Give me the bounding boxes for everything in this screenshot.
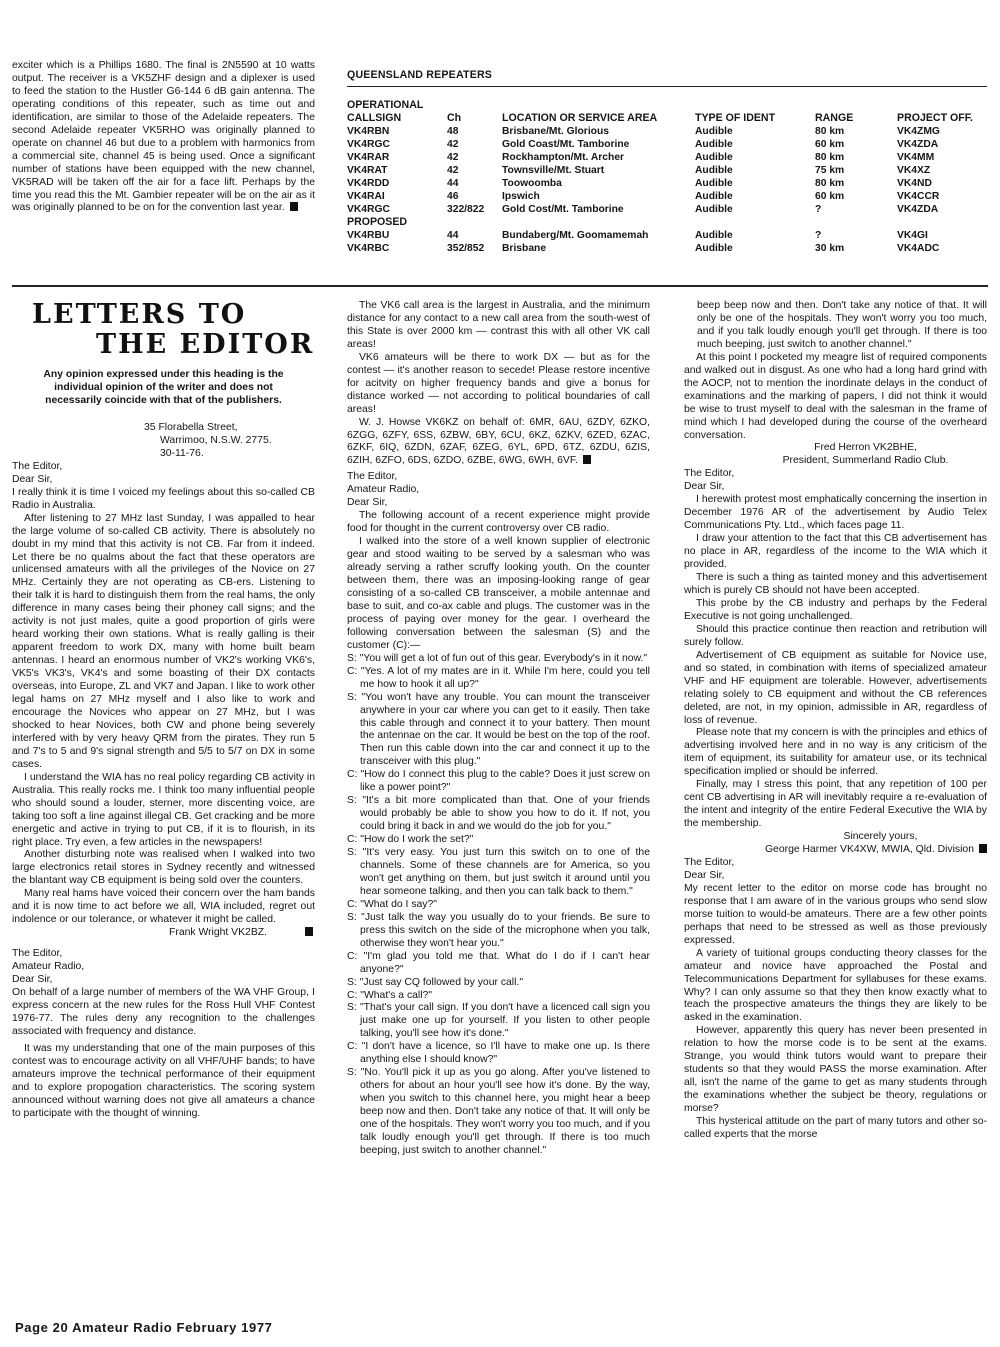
letter2-salutation-2: Amateur Radio, (12, 961, 85, 973)
repeater-cell: 60 km (815, 139, 845, 151)
dialogue-line-start: S: "No. You'll pick it up as you go along. After you've listened to others for about an hour you'll see how it's done. By the way, when you switch to this channel here, you might hear a beep beep now and then. Don't take any notice of that. It will only be one of the hospitals. They won't worry you too much, and if you talk loudly enough you'll get through. If there is too much beeping, just switch to another channel." (347, 1067, 651, 1156)
letter3-paragraph: I walked into the store of a well known supplier of electronic gear and stood waiting to be served by a salesman who was already serving a rather scruffy looking youth. On the counter between them, there was an imposing-looking range of gear consisting of a so-called CB transceiver, a mobile antennae and base to suit, and co-ax cable and plugs. The customer was in the process of paying over money for the gear. I overheard the following conversation between the salesman (S) and the customer (C):— (347, 536, 650, 651)
dialogue-line: beep beep now and then. Don't take any notice of that. It will only be one of the hospitals. They won't worry you too much, and if you talk loudly enough you'll get through. If there is too much beeping, just switch to another channel." (697, 300, 987, 350)
repeater-row (347, 138, 987, 151)
repeater-row (347, 151, 987, 164)
repeater-cell: VK4RAI (347, 191, 385, 203)
repeater-cell: 46 (447, 191, 459, 203)
letter1-paragraph: Many real hams have voiced their concern over the ham bands and it is now time to act before we all, WIA included, regret out indolence or our tolerance, or whatever it might be called. (12, 888, 315, 926)
repeater-cell: 44 (447, 230, 459, 242)
repeater-cell: Audible (695, 230, 733, 242)
letter2-paragraph: The VK6 call area is the largest in Australia, and the minimum distance for any contact to a new call area from the south-west of this State is over 2000 km — contrast this with all other VK call areas! (347, 300, 650, 350)
column-header: PROJECT OFF. (897, 112, 973, 125)
column-header: RANGE (815, 112, 854, 125)
repeater-cell: VK4CCR (897, 191, 940, 203)
letter3-signature-1: Fred Herron VK2BHE, (814, 442, 917, 454)
repeater-cell: 60 km (815, 191, 845, 203)
queensland-repeaters-box (347, 69, 987, 269)
repeater-row (347, 164, 987, 177)
repeater-row (347, 229, 987, 242)
letter1-salutation-2: Dear Sir, (12, 473, 53, 485)
repeater-cell: 352/852 (447, 243, 485, 255)
repeater-cell: Townsville/Mt. Stuart (502, 165, 605, 177)
letter5-paragraph: A variety of tuitional groups conducting theory classes for the amateur and novice have approached the Postal and Telecommunications Department for syllabuses for these exams. Why? I can only assume so that they then know exactly what to teach the prospective amateurs the things they are likely to be asked in the examination. (684, 947, 987, 1024)
letter1-paragraph: After listening to 27 MHz last Sunday, I was appalled to hear the large volume of so-called CB activity. There is absolutely no doubt in my mind that this activity is not CB. Far from it indeed. Let there be no qualms about the fact that these operators are unlicensed amateurs with all the privileges of the Novice on 27 MHz. Certainly they are not operating as CB-ers. Listening to their talk it is hard to distinguish them from the real hams, the only difference in many cases being their phoney call signs; and the activity is not just males, quite a good proportion of girls were heard working their own stations. What is really galling is their apparent freedom to work DX, many with home built beam antennas. I heard an enormous number of VK2's working VK6's, VK5's VK3's, VK4's and some boasting of their DX contacts overseas, into Europe, ZL and VK7 and Japan. I like to work other legal hams on 27 MHz myself and I also like to work and encourage the Novices who appear on 27 MHz, but I was shocked to hear Novices, both CW and phone being severely interfered with by very heavy QRM from the pirates. They run 5 and 7's to 5 and 9's signal strength and 5/5 to 5/7 on DX in some cases. (12, 512, 315, 770)
repeater-cell: VK4RBU (347, 230, 390, 242)
repeater-cell: VK4GI (897, 230, 928, 242)
dialogue-line: C: "What do I say?" (347, 898, 437, 910)
repeater-cell: Audible (695, 152, 733, 164)
letter3-paragraph: The following account of a recent experience might provide food for thought in the current controversy over CB radio. (347, 510, 650, 535)
letter4-paragraph: I draw your attention to the fact that this CB advertisement has no place in AR, regardless of the income to the WIA which it provided. (684, 533, 987, 571)
repeater-cell: VK4ND (897, 178, 932, 190)
repeater-cell: 322/822 (447, 204, 485, 216)
repeater-cell: Audible (695, 191, 733, 203)
repeater-cell: 80 km (815, 126, 845, 138)
repeater-cell: Gold Cost/Mt. Tamborine (502, 204, 624, 216)
letter1-paragraph: I understand the WIA has no real policy regarding CB activity in Australia. This really rocks me. I think too many influential people who should sound a louder, sterner, more discenting voice, are taking too soft a line against illegal CB. Get cracking and be more energetic and active in trying to put CB, if it is to flourish, in its right place. Try even, a few articles in the newspapers! (12, 771, 315, 848)
repeater-cell: ? (815, 230, 822, 242)
letter5-paragraph: However, apparently this query has never been presented in relation to how the morse code is to be sent at the exams. Strange, you would think tutors would want to prepare their students so that they would PASS the morse examination. After all, isn't the name of the game to get as many students through the examinations whether the subject be theory, regulations or morse? (684, 1025, 987, 1115)
letters-column-1 (12, 300, 315, 1310)
repeater-cell: 42 (447, 139, 459, 151)
repeater-cell: VK4ZDA (897, 204, 939, 216)
repeater-cell: VK4RDD (347, 178, 390, 190)
repeater-cell: VK4ADC (897, 243, 940, 255)
repeater-cell: 75 km (815, 165, 845, 177)
letter4-salutation-2: Dear Sir, (684, 481, 725, 493)
page-footer: Page 20 Amateur Radio February 1977 (15, 1320, 273, 1335)
heading-line-2: THE EDITOR (96, 329, 315, 360)
letter4-paragraph: This probe by the CB industry and perhaps by the Federal Executive is not going unchallenged. (684, 597, 987, 622)
dialogue-line: S: "You will get a lot of fun out of this gear. Everybody's in it now." (347, 652, 648, 664)
column-header: CALLSIGN (347, 112, 402, 125)
end-mark (305, 927, 313, 936)
dialogue-line: S: "That's your call sign. If you don't have a licenced call sign you just make one up for yourself. If you listen to other people talking, you'll see how it's done." (347, 1002, 650, 1040)
top-left-column (12, 60, 315, 215)
column-header: Ch (447, 112, 462, 125)
letter4-paragraph: Please note that my concern is with the principles and ethics of advertising involved here and in no way is any criticism of the item of equipment, its suitability for amateur use, or its technical specification implied or should be inferred. (684, 727, 987, 778)
letter2-paragraph: It was my understanding that one of the main purposes of this contest was to encourage activity on all VHF/UHF bands; to have amateurs improve the technical performance of their equipment and to explore propogation characteristics. The scoring system announced without warning does not give all amateurs a chance to participate with the thought of winning. (12, 1042, 315, 1119)
letters-column-3 (684, 300, 987, 1310)
repeater-cell: Brisbane/Mt. Glorious (502, 126, 609, 138)
dialogue-line: C: "How do I work the set?" (347, 834, 474, 846)
dialogue-line: C: "I don't have a licence, so I'll have to make one up. Is there anything else I should know?" (347, 1041, 650, 1066)
dialogue-line: S: "It's a bit more complicated than that. One of your friends would probably be able to show you how to do it. If not, you could bring it back in and we would do the job for you." (347, 795, 650, 833)
dialogue-line: C: "How do I connect this plug to the cable? Does it just screw on like a power point?" (347, 769, 650, 794)
repeater-cell: ? (815, 204, 822, 216)
repeater-cell: VK4RGC (347, 139, 390, 151)
letter2-signatories: W. J. Howse VK6KZ on behalf of: 6MR, 6AU, 6ZDY, 6ZKO, 6ZGG, 6ZFY, 6SS, 6ZBW, 6BY, 6CU, 6KZ, 6ZKV, 6ZED, 6ZAC, 6ZKF, 6IQ, 6ZDN, 6ZAF, 6ZEG, 6YL, 6PD, 6TZ, 6ZDU, 6ZIS, 6ZIH, 6ZFO, 6DS, 6ZDO, 6ZBE, 6WG, 6WH, 6VF. (347, 416, 650, 467)
repeater-cell: VK4XZ (897, 165, 931, 177)
repeater-cell: VK4MM (897, 152, 935, 164)
repeaters-header-row (347, 112, 987, 125)
letter2-paragraph: VK6 amateurs will be there to work DX — but as for the contest — it's another reason to secede! Please restore incentive for acitvity on higher frequency bands and give a bonus for distance worked — not according to political boundaries of call areas! (347, 351, 650, 415)
letter1-signature: Frank Wright VK2BZ. (169, 927, 267, 939)
repeater-cell: Audible (695, 178, 733, 190)
letter4-salutation-1: The Editor, (684, 468, 735, 480)
repeater-cell: Audible (695, 126, 733, 138)
repeater-cell: VK4RGC (347, 204, 390, 216)
dialogue-line: S: "It's very easy. You just turn this switch on to one of the channels. Some of these channels are for America, so you won't get anything on them, but just switch it around until you hear someone talking, and then you can talk back to them." (347, 847, 650, 897)
dialogue-line: S: "Just talk the way you usually do to your friends. Be sure to press this switch on the side of the microphone when you talk, otherwise they won't hear you." (347, 911, 650, 949)
repeater-row (347, 242, 987, 255)
letter5-paragraph: This hysterical attitude on the part of many tutors and other so-called experts that the morse (684, 1116, 987, 1140)
repeater-cell: VK4ZMG (897, 126, 940, 138)
letter5-paragraph: My recent letter to the editor on morse code has brought no response that I am aware of in the various groups who send slow morse tuition to would-be amateurs. There are a few other points perhaps that need to be stressed as well as those previously expressed. (684, 882, 987, 946)
repeater-cell: 42 (447, 152, 459, 164)
repeaters-rule (347, 86, 987, 88)
letter1-address-2: Warrimoo, N.S.W. 2775. (160, 434, 272, 446)
dialogue-line: S: "Just say CQ followed by your call." (347, 976, 524, 988)
letter1-salutation-1: The Editor, (12, 460, 63, 472)
repeater-cell: Toowoomba (502, 178, 562, 190)
letter2-salutation-1: The Editor, (12, 948, 63, 960)
repeater-cell: 80 km (815, 152, 845, 164)
dialogue-line: S: "You won't have any trouble. You can mount the transceiver anywhere in your car where you can get to it easily. Then take this cable through and connect it to your battery. Then mount the antennae on the car. It would be best on the top of the roof. Then run this cable down into the car and connect it up to the transceiver with this plug." (347, 691, 650, 768)
repeater-cell: Gold Coast/Mt. Tamborine (502, 139, 630, 151)
repeater-row (347, 177, 987, 190)
repeater-cell: VK4RAR (347, 152, 390, 164)
dialogue-line: C: "Yes. A lot of my mates are in it. While I'm here, could you tell me how to hook it all up?" (347, 665, 650, 690)
letter4-paragraph: Should this practice continue then reaction and retribution will surely follow. (684, 623, 987, 648)
repeater-cell: 42 (447, 165, 459, 177)
repeater-cell: VK4ZDA (897, 139, 939, 151)
operational-label: OPERATIONAL (347, 99, 424, 112)
letter5-salutation-1: The Editor, (684, 856, 735, 868)
letter3-salutation-3: Dear Sir, (347, 497, 388, 509)
letter4-paragraph: I herewith protest most emphatically concerning the insertion in December 1976 AR of the advertisement by Audio Telex Communications Pty. Ltd., which faces page 11. (684, 494, 987, 532)
repeater-cell: Ipswich (502, 191, 540, 203)
letter4-paragraph: Advertisement of CB equipment as suitable for Novice use, and so stated, in combination with items of specialized amateur VHF and HF equipment are tolerable. However, advertisements relating solely to CB equipment and without the CB references deleted, are not, in my opinion, admissible in AR, regardless of loss of revenue. (684, 649, 987, 726)
repeater-cell: VK4RBC (347, 243, 390, 255)
end-mark (979, 844, 987, 853)
repeater-cell: Audible (695, 243, 733, 255)
repeater-cell: Bundaberg/Mt. Goomamemah (502, 230, 649, 242)
repeater-cell: Rockhampton/Mt. Archer (502, 152, 625, 164)
letter1-address-1: 35 Florabella Street, (144, 422, 238, 433)
repeater-cell: VK4RAT (347, 165, 388, 177)
letter3-dialogue (347, 652, 651, 1156)
letter3-salutation-1: The Editor, (347, 471, 398, 483)
letter4-closing: Sincerely yours, (843, 831, 918, 843)
column-header: TYPE OF IDENT (695, 112, 776, 125)
repeater-row (347, 190, 987, 203)
letter3-salutation-2: Amateur Radio, (347, 484, 420, 496)
repeater-row (347, 203, 987, 216)
section-divider (12, 285, 988, 287)
repeater-row (347, 125, 987, 138)
letter1-paragraph: I really think it is time I voiced my feelings about this so-called CB Radio in Australia. (12, 486, 315, 511)
letter5-salutation-2: Dear Sir, (684, 869, 725, 881)
repeater-cell: 80 km (815, 178, 845, 190)
repeater-cell: Audible (695, 139, 733, 151)
end-mark (583, 455, 591, 464)
continuation-paragraph: exciter which is a Phillips 1680. The final is 2N5590 at 10 watts output. The receiver is a VK5ZHF design and a diplexer is used to feed the station to the Hustler G6-144 6 dB gain antenna. The operating conditions of this repeater, such as time out and identification, are similar to those of the Adelaide repeaters. The second Adelaide repeater VK5RHO was originally planned to operate on channel 46 but due to a problem with harmonics from a commercial site, channel 45 is being used. Once a significant number of stations have been equipped with the new channel, VK5RAD will be taken off the air for a face lift. Perhaps by the time you read this the Mt. Gambier repeater will be on the air as it was originally planned to be on for the convention last year. (12, 60, 315, 214)
repeaters-table (347, 112, 987, 255)
letter4-signature: George Harmer VK4XW, MWIA, Qld. Division (764, 844, 974, 856)
column-header: LOCATION OR SERVICE AREA (502, 112, 658, 125)
letter4-paragraph: Finally, may I stress this point, that any repetition of 100 per cent CB advertising in AR will inevitably require a re-evaluation of the intent and integrity of the entire Federal Executive the WIA by the membership. (684, 779, 987, 830)
repeaters-title: QUEENSLAND REPEATERS (347, 69, 493, 81)
letter3-signature-2: President, Summerland Radio Club. (782, 455, 949, 467)
letters-column-2 (347, 300, 650, 1310)
dialogue-line: C: "What's a call?" (347, 989, 433, 1001)
letter4-paragraph: There is such a thing as tainted money and this advertisement which is purely CB should not have been accepted. (684, 572, 987, 596)
proposed-label: PROPOSED (347, 216, 408, 229)
letter1-paragraph: Another disturbing note was realised when I walked into two large electronics retail stores in Sydney recently and witnessed the blantant way CB equipment is being sold over the counters. (12, 849, 315, 887)
repeater-cell: Audible (695, 165, 733, 177)
dialogue-line: C: "I'm glad you told me that. What do I do if I can't hear anyone?" (347, 950, 650, 975)
letter2-paragraph: On behalf of a large number of members of the WA VHF Group, I express concern at the new rules for the Ross Hull VHF Contest 1976-77. The rules deny any recognition to the challenges associated with frequency and distance. (12, 986, 315, 1037)
letter1-date: 30-11-76. (160, 447, 204, 459)
heading-line-1: LETTERS TO (32, 299, 247, 330)
repeater-cell: Brisbane (502, 243, 547, 255)
heading-disclaimer: Any opinion expressed under this heading is the individual opinion of the writer and does not necessarily coincide with that of the publishers. (43, 369, 284, 406)
repeater-cell: 30 km (815, 243, 845, 255)
repeater-cell: Audible (695, 204, 733, 216)
repeater-cell: VK4RBN (347, 126, 390, 138)
letter2-salutation-3: Dear Sir, (12, 974, 53, 986)
end-mark (290, 202, 298, 211)
repeater-cell: 48 (447, 126, 459, 138)
repeater-cell: 44 (447, 178, 459, 190)
letter3-paragraph: At this point I pocketed my meagre list of required components and walked out in disgust. As one who had a long hard grind with the AOCP, not to mention the inordinate delays in the conduct of examinations and the marking of papers, I did not think it would be wise to trust myself to deal with the salesman in the frame of mind which I had developed during the course of the overheard conversation. (684, 351, 987, 441)
